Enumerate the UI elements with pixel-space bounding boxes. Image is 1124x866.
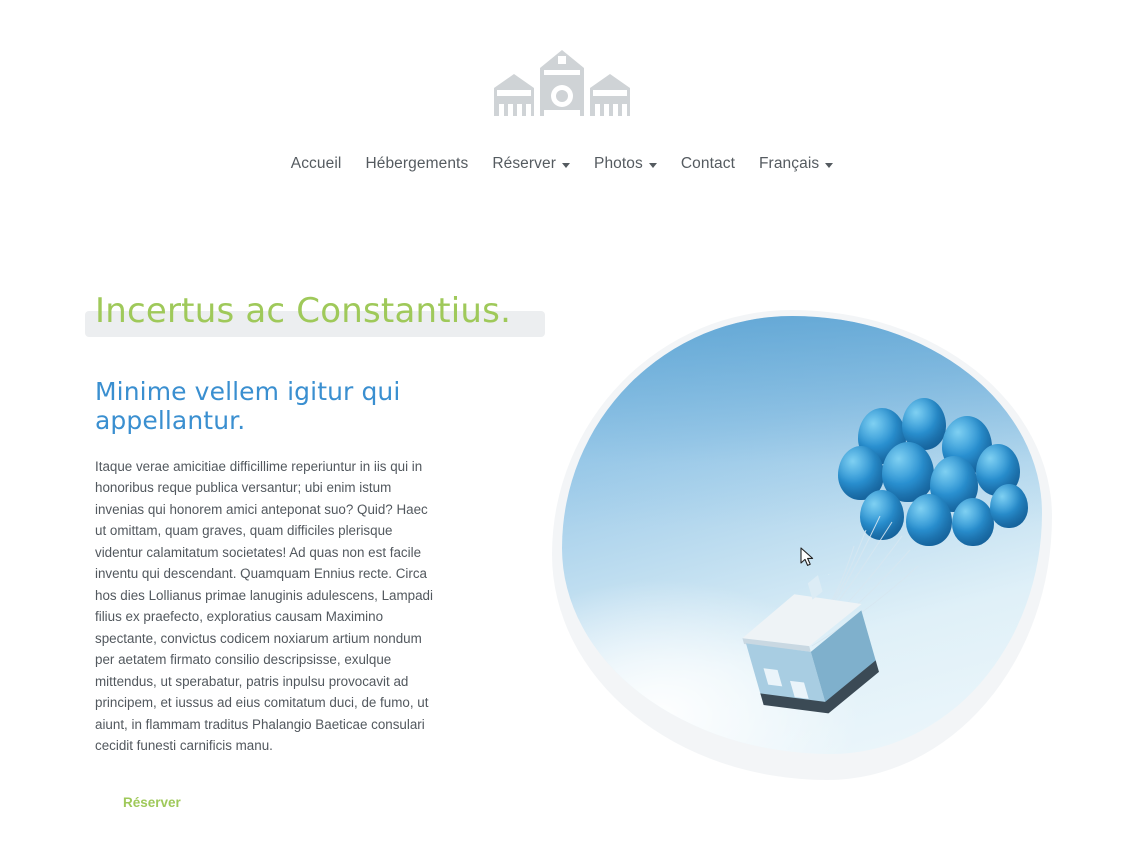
reserve-button[interactable]: Réserver bbox=[123, 794, 181, 810]
hero-text-column bbox=[95, 270, 555, 812]
hero-section bbox=[0, 270, 1124, 830]
nav-item-label: Hébergements bbox=[365, 155, 469, 172]
nav-item-label: Contact bbox=[680, 155, 735, 172]
chevron-down-icon bbox=[562, 163, 570, 168]
nav-item-label: Français bbox=[758, 155, 820, 172]
balloon bbox=[952, 498, 994, 546]
balloon bbox=[990, 484, 1028, 528]
hero-subtitle: Minime vellem igitur qui appellantur. bbox=[95, 376, 401, 435]
nav-item-contact[interactable] bbox=[669, 155, 747, 173]
site-logo[interactable] bbox=[0, 44, 1124, 119]
nav-item-photos[interactable] bbox=[582, 155, 669, 173]
building-logo-icon bbox=[492, 44, 632, 119]
chevron-down-icon bbox=[825, 163, 833, 168]
nav-item-label: Réserver bbox=[492, 155, 556, 172]
hero-image bbox=[552, 310, 1052, 780]
nav-item-label: Accueil bbox=[290, 155, 342, 172]
nav-item-reserver[interactable] bbox=[480, 155, 582, 173]
floating-house-icon bbox=[730, 574, 890, 724]
hero-photo-blob bbox=[562, 316, 1042, 754]
nav-item-label: Photos bbox=[594, 155, 643, 172]
hero-headline-row bbox=[95, 290, 555, 345]
main-navigation bbox=[0, 155, 1124, 173]
hero-body-text bbox=[95, 456, 440, 757]
hero-body-paragraph: Itaque verae amicitiae difficillime reperiuntur in iis qui in honoribus reque publica versantur; ubi enim istum invenias qui honorem amici anteponat suo? Quid? Haec ut omittam, quam graves, quam difficiles plerisque videntur calamitatum societates! Ad quas non est facile inventu qui descendant. Quamquam Ennius recte. Circa hos dies Lollianus primae lanuginis adulescens, Lampadi filius ex praefecto, exploratius causam Maximino spectante, convictus codicem noxiarum artium nondum per aetatem firmato consilio descripsisse, exulque mittendus, ut sperabatur, patris inpulsu provocavit ad principem, et iussus ad eius comitatum duci, de fumo, ut aiunt, in flammam traditus Phalangio Baeticae consulari cecidit funesti carnificis manu. bbox=[95, 458, 433, 754]
nav-item-language-francais[interactable] bbox=[747, 155, 845, 173]
chevron-down-icon bbox=[649, 163, 657, 168]
nav-item-hebergements[interactable] bbox=[353, 155, 480, 173]
page-title: Incertus ac Constantius. bbox=[95, 290, 512, 331]
nav-item-accueil[interactable] bbox=[279, 155, 354, 173]
